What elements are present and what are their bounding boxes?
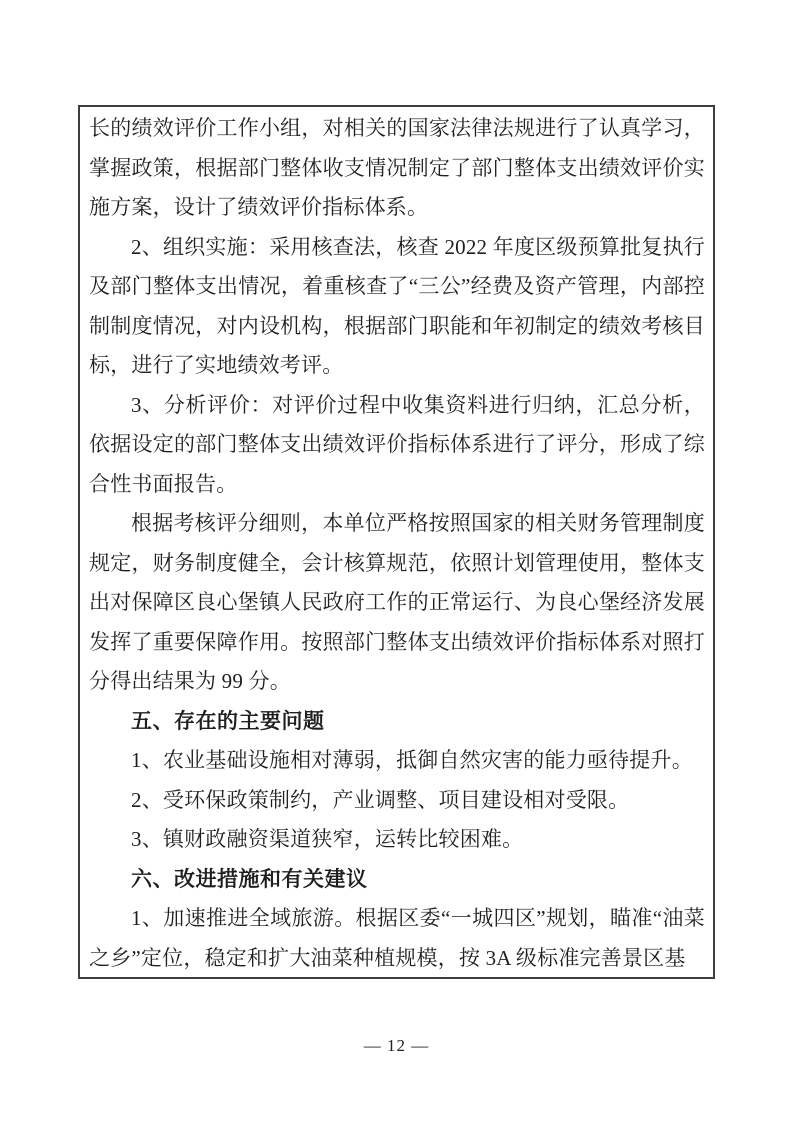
list-item-problem-2: 2、受环保政策制约，产业调整、项目建设相对受限。 <box>131 787 630 812</box>
body-paragraph-analysis-evaluation: 3、分析评价：对评价过程中收集资料进行归纳，汇总分析，依据设定的部门整体支出绩效评价指标体系进行了评分，形成了综合性书面报告。 <box>89 392 705 496</box>
list-item-problem-1: 1、农业基础设施相对薄弱，抵御自然灾害的能力亟待提升。 <box>131 748 693 772</box>
body-paragraph-tourism-promotion: 1、加速推进全域旅游。根据区委“一城四区”规划，瞄准“油菜之乡”定位，稳定和扩大油菜种植规模，按 3A 级标准完善景区基 <box>89 906 705 970</box>
page-border-frame <box>78 105 715 979</box>
body-paragraph-organize-implementation: 2、组织实施：采用核查法，核查 2022 年度区级预算批复执行及部门整体支出情况，着重核查了“三公”经费及资产管理，内部控制制度情况，对内设机构，根据部门职能和年初制定的绩效考核目标，进行了实地绩效考评。 <box>89 234 705 377</box>
body-paragraph-scoring-result: 根据考核评分细则，本单位严格按照国家的相关财务管理制度规定，财务制度健全，会计核算规范，依照计划管理使用，整体支出对保障区良心堡镇人民政府工作的正常运行、为良心堡经济发展发挥了重要保障作用。按照部门整体支出绩效评价指标体系对照打分得出结果为 99 分。 <box>89 511 705 693</box>
list-item-problem-3: 3、镇财政融资渠道狭窄，运转比较困难。 <box>131 827 524 851</box>
section-heading-main-problems: 五、存在的主要问题 <box>131 709 325 733</box>
section-heading-improvement-suggestions: 六、改进措施和有关建议 <box>131 867 368 891</box>
body-paragraph-continuation: 长的绩效评价工作小组，对相关的国家法律法规进行了认真学习，掌握政策，根据部门整体收支情况制定了部门整体支出绩效评价实施方案，设计了绩效评价指标体系。 <box>89 116 705 219</box>
page-number: — 12 — <box>363 1036 430 1055</box>
